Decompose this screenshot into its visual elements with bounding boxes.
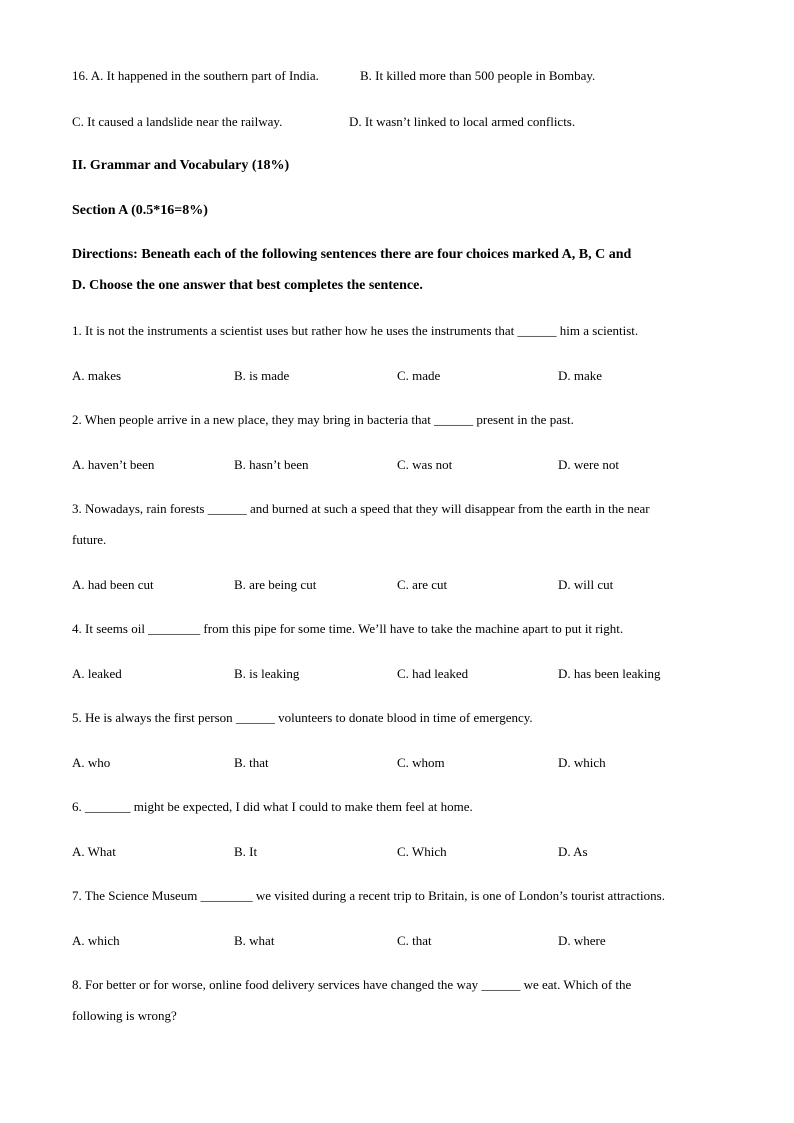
q16-option-a: 16. A. It happened in the southern part of India. bbox=[72, 68, 319, 83]
question-4-stem-line: 4. It seems oil ________ from this pipe for some time. We’ll have to take the machine apart to put it right. bbox=[72, 621, 624, 636]
directions-line-2: D. Choose the one answer that best completes the sentence. bbox=[72, 278, 423, 293]
section-subtitle: Section A (0.5*16=8%) bbox=[72, 203, 208, 218]
question-3-option-b: B. are being cut bbox=[234, 577, 317, 592]
question-2-stem-line: 2. When people arrive in a new place, they may bring in bacteria that ______ present in the past. bbox=[72, 412, 574, 427]
question-5-option-d: D. which bbox=[558, 755, 606, 770]
directions-line-1: Directions: Beneath each of the following sentences there are four choices marked A, B, C and bbox=[72, 247, 632, 262]
question-2-option-d: D. were not bbox=[558, 457, 620, 472]
question-6-option-a: A. What bbox=[72, 844, 116, 859]
question-3-option-a: A. had been cut bbox=[72, 577, 154, 592]
question-3-stem-line: future. bbox=[72, 532, 107, 547]
question-5-option-c: C. whom bbox=[397, 755, 445, 770]
question-7-option-d: D. where bbox=[558, 933, 606, 948]
question-2-option-a: A. haven’t been bbox=[72, 457, 155, 472]
question-7-option-b: B. what bbox=[234, 933, 275, 948]
question-4-option-b: B. is leaking bbox=[234, 666, 300, 681]
question-2-option-c: C. was not bbox=[397, 457, 453, 472]
question-1-option-a: A. makes bbox=[72, 368, 122, 383]
question-3-option-d: D. will cut bbox=[558, 577, 614, 592]
question-1-stem-line: 1. It is not the instruments a scientist uses but rather how he uses the instruments that ______ him a scientist. bbox=[72, 323, 639, 338]
question-5-option-b: B. that bbox=[234, 755, 269, 770]
q16-option-b: B. It killed more than 500 people in Bombay. bbox=[360, 68, 596, 83]
question-7-option-c: C. that bbox=[397, 933, 432, 948]
question-8-stem-line: 8. For better or for worse, online food delivery services have changed the way ______ we eat. Which of the bbox=[72, 977, 632, 992]
question-1-option-b: B. is made bbox=[234, 368, 290, 383]
question-6-option-b: B. It bbox=[234, 844, 258, 859]
question-2-option-b: B. hasn’t been bbox=[234, 457, 309, 472]
question-6-option-d: D. As bbox=[558, 844, 588, 859]
q16-option-d: D. It wasn’t linked to local armed conflicts. bbox=[349, 114, 576, 129]
question-4-option-a: A. leaked bbox=[72, 666, 122, 681]
question-6-option-c: C. Which bbox=[397, 844, 447, 859]
question-4-option-c: C. had leaked bbox=[397, 666, 469, 681]
question-8-stem-line: following is wrong? bbox=[72, 1008, 177, 1023]
question-7-stem-line: 7. The Science Museum ________ we visited during a recent trip to Britain, is one of London’s tourist attractions. bbox=[72, 888, 665, 903]
question-1-option-d: D. make bbox=[558, 368, 603, 383]
question-1-option-c: C. made bbox=[397, 368, 441, 383]
question-7-option-a: A. which bbox=[72, 933, 120, 948]
question-4-option-d: D. has been leaking bbox=[558, 666, 661, 681]
question-3-stem-line: 3. Nowadays, rain forests ______ and burned at such a speed that they will disappear from the earth in the near bbox=[72, 501, 650, 516]
question-5-stem-line: 5. He is always the first person ______ volunteers to donate blood in time of emergency. bbox=[72, 710, 533, 725]
question-3-option-c: C. are cut bbox=[397, 577, 448, 592]
question-5-option-a: A. who bbox=[72, 755, 111, 770]
question-6-stem-line: 6. _______ might be expected, I did what I could to make them feel at home. bbox=[72, 799, 473, 814]
q16-option-c: C. It caused a landslide near the railway. bbox=[72, 114, 283, 129]
section-title: II. Grammar and Vocabulary (18%) bbox=[72, 158, 290, 173]
